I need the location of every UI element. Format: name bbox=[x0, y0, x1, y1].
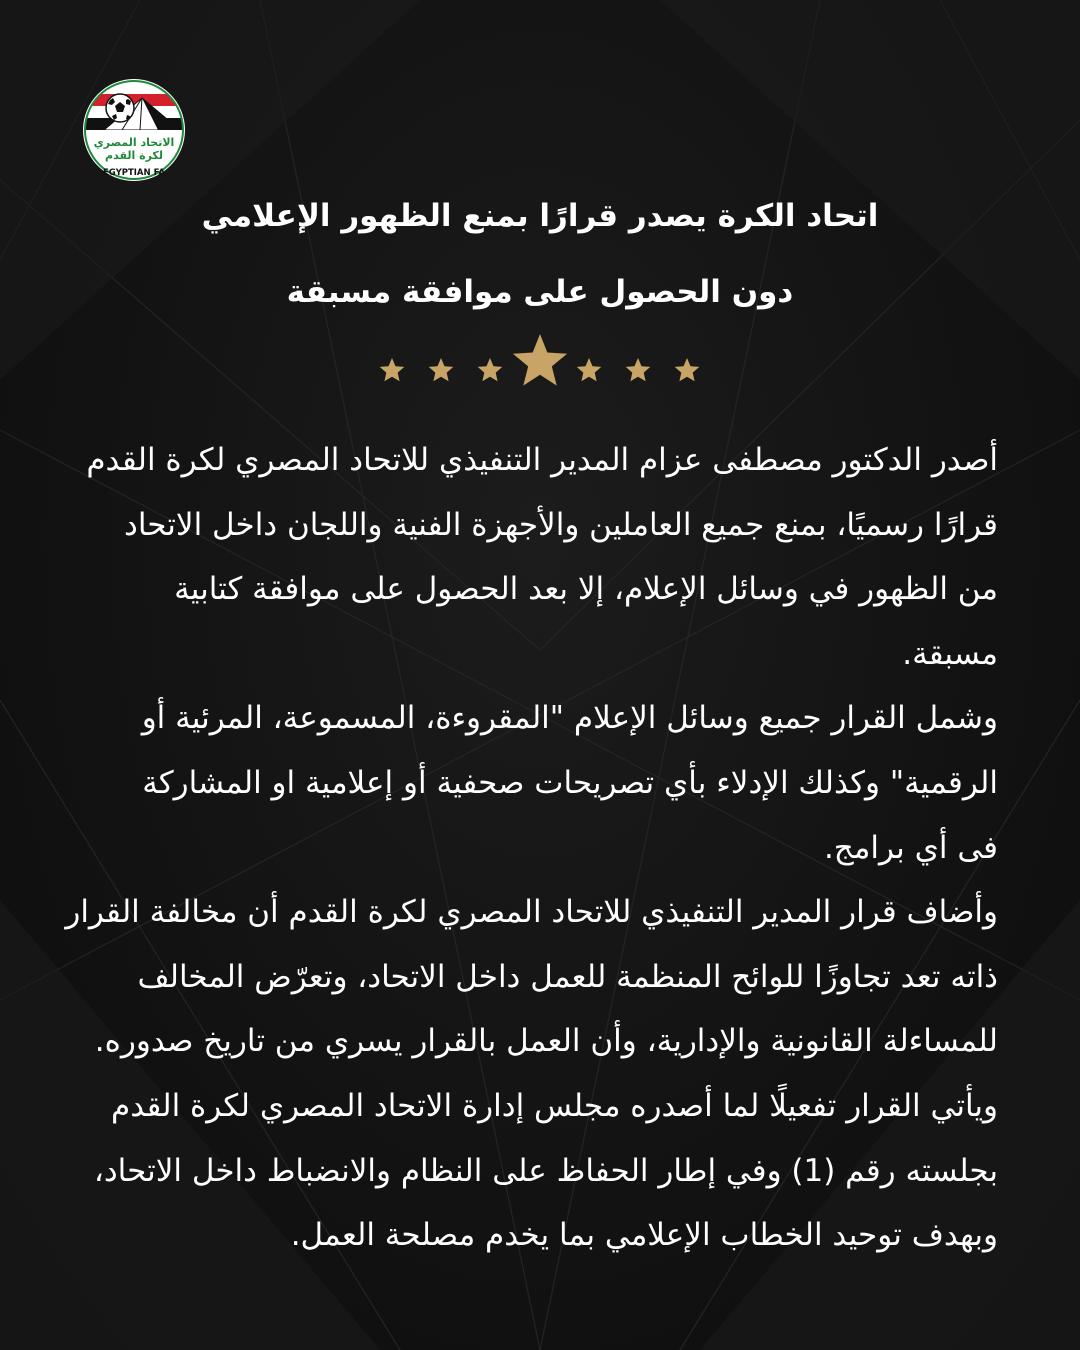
article-body bbox=[65, 428, 998, 1268]
article-line: بجلسته رقم (1) وفي إطار الحفاظ على النظام والانضباط داخل الاتحاد، bbox=[93, 1152, 998, 1189]
star-icon bbox=[675, 358, 700, 381]
article-line: فى أي برامج. bbox=[823, 829, 998, 866]
star-icon bbox=[429, 358, 454, 381]
logo-arabic-line-1: الاتحاد المصري bbox=[93, 136, 175, 149]
article-line: وشمل القرار جميع وسائل الإعلام "المقروءة، المسموعة، المرئية أو bbox=[141, 700, 998, 737]
article-line: أصدر الدكتور مصطفى عزام المدير التنفيذي للاتحاد المصري لكرة القدم bbox=[86, 442, 998, 478]
article-line: مسبقة. bbox=[902, 635, 998, 672]
star-icon bbox=[513, 334, 567, 386]
star-icon bbox=[626, 358, 651, 381]
logo-arabic-line-2: لكرة القدم bbox=[105, 149, 163, 162]
article-line: وبهدف توحيد الخطاب الإعلامي بما يخدم مصلحة العمل. bbox=[290, 1217, 998, 1254]
star-icon bbox=[478, 358, 503, 381]
star-divider bbox=[370, 330, 710, 400]
article-paragraph bbox=[80, 686, 998, 880]
article-paragraph bbox=[80, 1074, 998, 1268]
headline-line-1: اتحاد الكرة يصدر قرارًا بمنع الظهور الإعلامي bbox=[201, 198, 879, 234]
logo-english-text: EGYPTIAN FA bbox=[102, 168, 166, 178]
article-paragraph bbox=[65, 880, 998, 1074]
article-line: قرارًا رسميًا، بمنع جميع العاملين والأجهزة الفنية واللجان داخل الاتحاد bbox=[124, 506, 998, 543]
article-line: ويأتي القرار تفعيلًا لما أصدره مجلس إدارة الاتحاد المصري لكرة القدم bbox=[111, 1087, 998, 1124]
egyptian-fa-logo bbox=[82, 78, 186, 182]
article-line: الرقمية" وكذلك الإدلاء بأي تصريحات صحفية أو إعلامية او المشاركة bbox=[142, 764, 998, 801]
article-line: للمساءلة القانونية والإدارية، وأن العمل بالقرار يسري من تاريخ صدوره. bbox=[94, 1023, 998, 1060]
star-icon bbox=[577, 358, 602, 381]
star-icon bbox=[380, 358, 405, 381]
article-line: ذاته تعد تجاوزًا للوائح المنظمة للعمل داخل الاتحاد، وتعرّض المخالف bbox=[137, 958, 998, 995]
article-paragraph bbox=[80, 428, 998, 686]
article-line: وأضاف قرار المدير التنفيذي للاتحاد المصري لكرة القدم أن مخالفة القرار bbox=[65, 894, 998, 931]
article-line: من الظهور في وسائل الإعلام، إلا بعد الحصول على موافقة كتابية bbox=[174, 571, 998, 608]
headline-line-2: دون الحصول على موافقة مسبقة bbox=[286, 274, 794, 310]
